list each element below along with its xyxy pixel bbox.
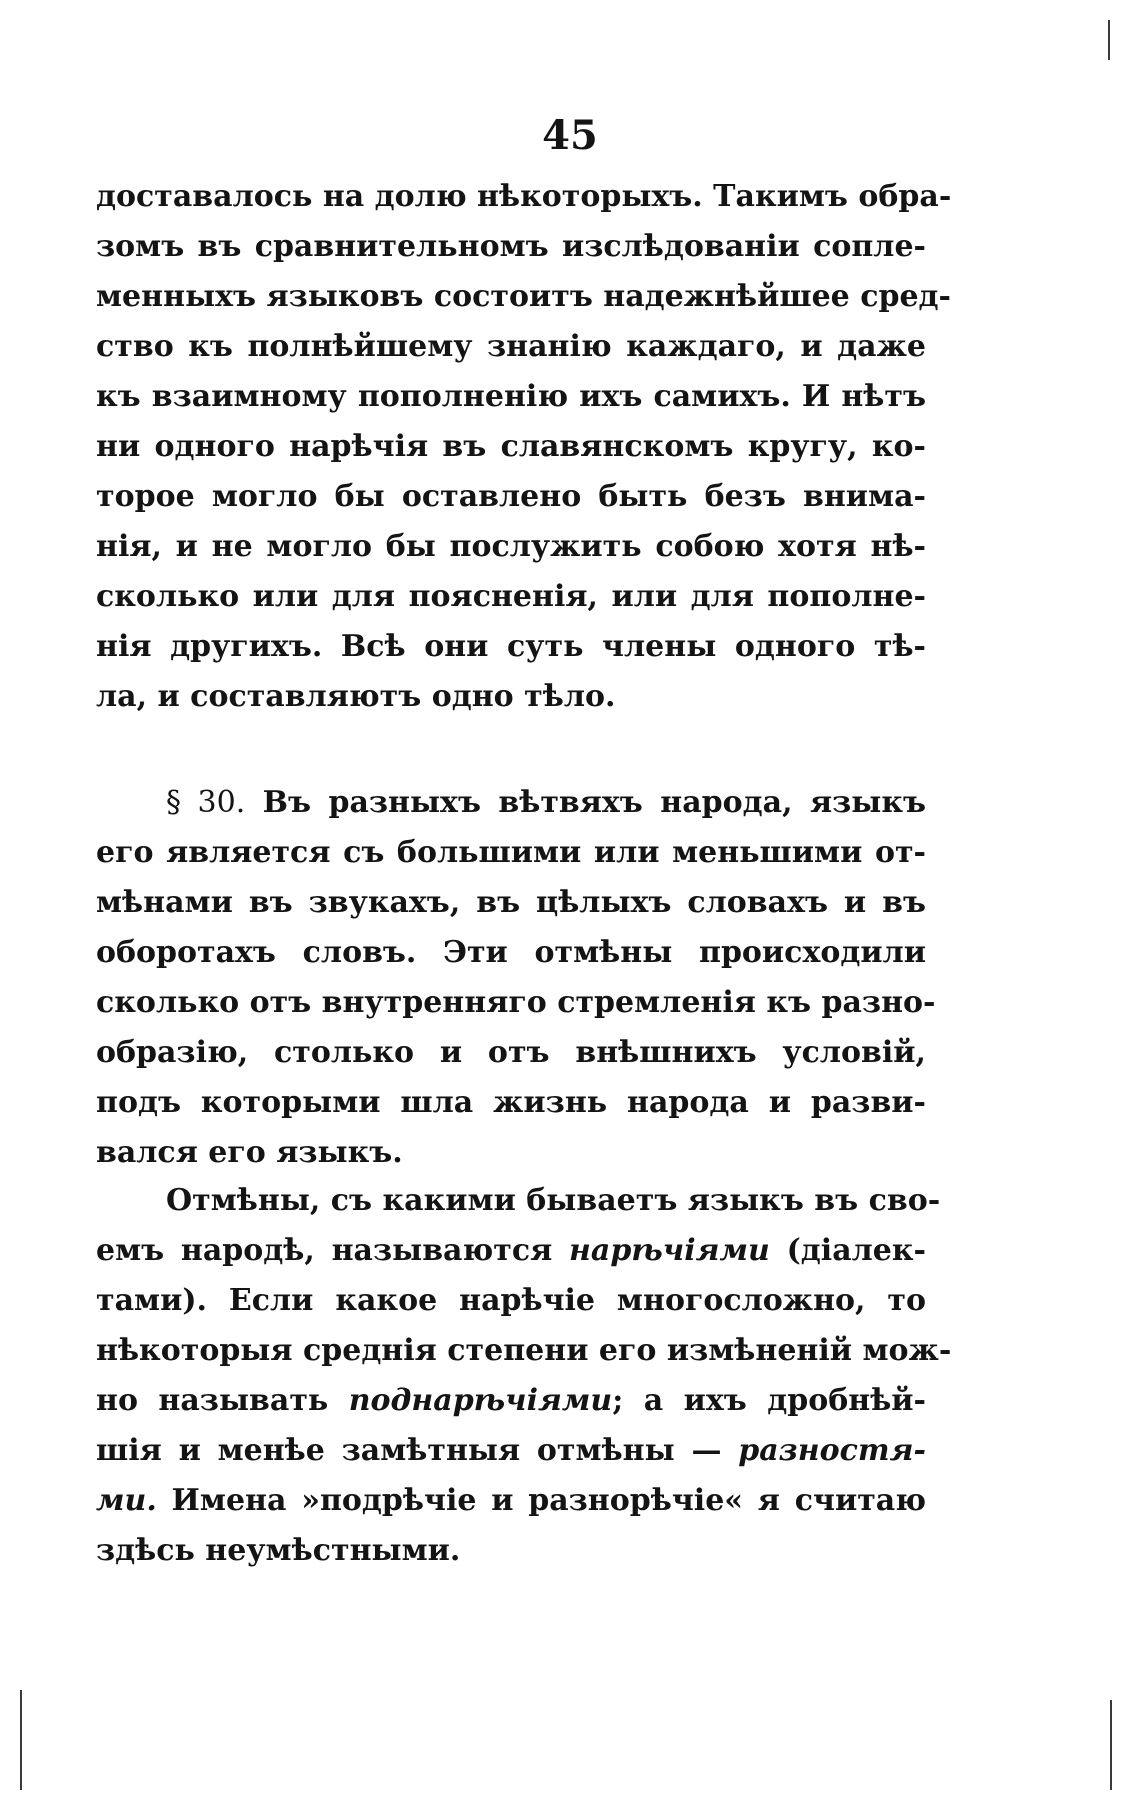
emphasis-term: ми. xyxy=(96,1483,157,1518)
paragraph-1 xyxy=(96,172,952,722)
emphasis-term: поднарѣчіями xyxy=(348,1383,613,1418)
scan-edge-mark xyxy=(1110,1700,1112,1790)
paragraph-3 xyxy=(96,1176,952,1576)
text-line: ни одного нарѣчія въ славянскомъ кругу, ко- xyxy=(96,429,926,464)
section-sign: § 30. xyxy=(166,785,246,820)
text-line: ла, и составляютъ одно тѣло. xyxy=(96,679,616,714)
text-line xyxy=(96,1426,926,1476)
text-line xyxy=(96,1226,926,1276)
text-line: здѣсь неумѣстными. xyxy=(96,1533,461,1568)
text-line: менныхъ языковъ состоитъ надежнѣйшее сред- xyxy=(96,279,951,314)
text-line: нія, и не могло бы послужить собою хотя нѣ- xyxy=(96,529,926,564)
text-segment: но называть xyxy=(96,1383,349,1418)
text-line: Отмѣны, съ какими бываетъ языкъ въ сво- xyxy=(166,1183,941,1218)
text-line: къ взаимному пополненію ихъ самихъ. И нѣтъ xyxy=(96,379,926,414)
text-line: вался его языкъ. xyxy=(96,1135,403,1170)
text-line: оборотахъ словъ. Эти отмѣны происходили xyxy=(96,935,926,970)
text-segment: (діалек- xyxy=(769,1233,926,1268)
text-line: доставалось на долю нѣкоторыхъ. Такимъ обра- xyxy=(96,179,952,214)
text-segment: ; а ихъ дробнѣй- xyxy=(612,1383,926,1418)
text-line: тами). Если какое нарѣчіе многосложно, то xyxy=(96,1283,926,1318)
text-segment: Въ разныхъ вѣтвяхъ народа, языкъ xyxy=(262,785,926,820)
text-line: сколько отъ внутренняго стремленія къ разно- xyxy=(96,985,936,1020)
text-segment: емъ народѣ, называются xyxy=(96,1233,570,1268)
section-heading-line xyxy=(96,778,926,828)
scan-edge-mark xyxy=(1108,20,1110,60)
text-line xyxy=(96,1476,926,1526)
text-line: нѣкоторыя среднія степени его измѣненій мож- xyxy=(96,1333,952,1368)
emphasis-term: нарѣчіями xyxy=(569,1233,770,1268)
text-line: торое могло бы оставлено быть безъ внима- xyxy=(96,479,926,514)
text-line xyxy=(96,1376,926,1426)
text-line: его является съ большими или меньшими от- xyxy=(96,835,926,870)
scan-edge-mark xyxy=(20,1690,22,1790)
page-number: 45 xyxy=(542,112,598,159)
emphasis-term: разностя- xyxy=(738,1433,926,1468)
text-line: нія другихъ. Всѣ они суть члены одного тѣ- xyxy=(96,629,926,664)
text-line: подъ которыми шла жизнь народа и разви- xyxy=(96,1085,926,1120)
text-segment: Имена »подрѣчіе и разнорѣчіе« я считаю xyxy=(156,1483,926,1518)
text-segment: шія и менѣе замѣтныя отмѣны — xyxy=(96,1433,739,1468)
text-line: мѣнами въ звукахъ, въ цѣлыхъ словахъ и въ xyxy=(96,885,926,920)
text-line: ство къ полнѣйшему знанію каждаго, и даже xyxy=(96,329,926,364)
text-line: образію, столько и отъ внѣшнихъ условій, xyxy=(96,1035,926,1070)
text-line: сколько или для поясненія, или для пополне- xyxy=(96,579,926,614)
paragraph-2 xyxy=(96,778,936,1178)
text-line: зомъ въ сравнительномъ изслѣдованіи сопле- xyxy=(96,229,926,264)
